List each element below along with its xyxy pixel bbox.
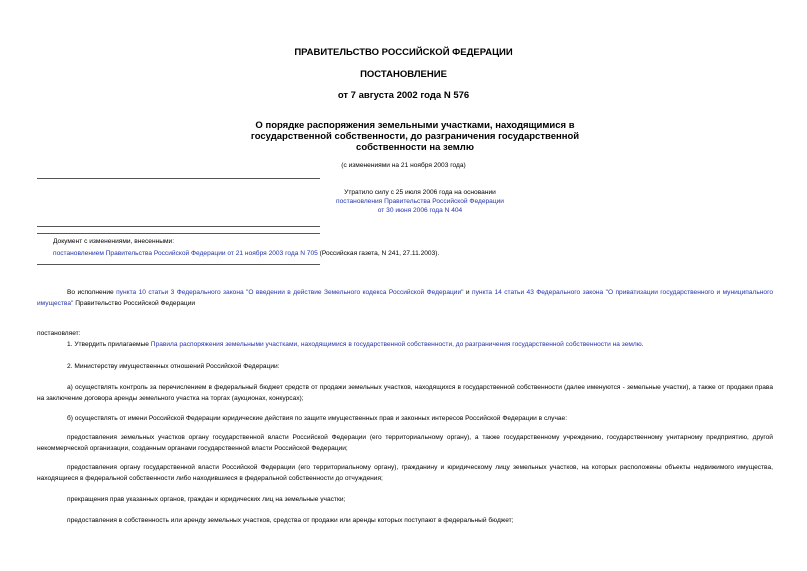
item-2a: а) осуществлять контроль за перечислением в федеральный бюджет средств от продажи земельных участков, находящихся в государственной собственности (далее именуются - земельные участки), а также от продажи права на заключение договора аренды земельного участка на торгах (аукционах, конкурсах); xyxy=(37,384,773,402)
separator-line xyxy=(37,226,320,227)
item-1 xyxy=(37,339,773,350)
separator-line xyxy=(37,264,320,265)
government-heading: ПРАВИТЕЛЬСТВО РОССИЙСКОЙ ФЕДЕРАЦИИ xyxy=(294,47,513,58)
title-line-2: государственной собственности, до разграничения государственной xyxy=(250,131,580,142)
repeal-decree-link[interactable]: постановления Правительства Российской Федерации xyxy=(336,198,504,205)
title-line-3: собственности на землю xyxy=(356,142,474,153)
decrees-word: постановляет: xyxy=(37,330,81,337)
changes-source: (Российская газета, N 241, 27.11.2003). xyxy=(317,250,440,257)
preamble-text-3: Правительство Российской Федерации xyxy=(73,300,196,307)
case-1: предоставления земельных участков органу государственной власти Российской Федерации (его территориальному органу), а также государственному учреждению, государственному унитарному предприятию, другой некоммерческой организации, созданным органами государственной власти Российской Федерации; xyxy=(37,434,773,452)
repeal-decree-link-date[interactable]: от 30 июня 2006 года N 404 xyxy=(377,207,463,214)
amending-decree-link[interactable]: постановлением Правительства Российской Федерации от 21 ноября 2003 года N 705 xyxy=(53,250,318,257)
separator-line xyxy=(37,233,320,234)
item-2: 2. Министерству имущественных отношений Российской Федерации: xyxy=(67,363,280,370)
document-type: ПОСТАНОВЛЕНИЕ xyxy=(360,69,447,80)
case-2: предоставления органу государственной власти Российской Федерации (его территориальному органу), гражданину и юридическому лицу земельных участков, на которых расположены объекты недвижимого имущества, находящиеся в федеральной собственности либо находившиеся в федеральной собственности до отчуждения; xyxy=(37,464,773,482)
title-line-1: О порядке распоряжения земельными участками, находящимися в xyxy=(255,120,575,131)
amendment-note: (с изменениями на 21 ноября 2003 года) xyxy=(341,162,466,169)
separator-line xyxy=(37,178,320,179)
status-block xyxy=(305,188,535,215)
case-4: предоставления в собственность или аренду земельных участков, средства от продажи или аренды которых поступают в федеральный бюджет; xyxy=(67,517,514,524)
document-title xyxy=(200,120,630,153)
item-2b: б) осуществлять от имени Российской Федерации юридические действия по защите имущественных прав и законных интересов Российской Федерации в случае: xyxy=(67,415,568,422)
preamble-text-2: и xyxy=(463,289,472,296)
privatization-law-link[interactable]: пункта 14 статьи 43 Федерального закона "О приватизации государственного и муниципального имущества" xyxy=(37,289,774,307)
land-code-law-link[interactable]: пункта 10 статьи 3 Федерального закона "О введении в действие Земельного кодекса Российской Федерации" xyxy=(116,289,464,296)
status-text: Утратило силу с 25 июля 2006 года на основании xyxy=(344,189,496,196)
preamble-paragraph xyxy=(37,287,773,309)
changes-block xyxy=(53,237,753,258)
changes-line xyxy=(53,249,753,258)
changes-label: Документ с изменениями, внесенными: xyxy=(53,238,175,245)
preamble-text-1: Во исполнение xyxy=(67,289,117,296)
document-date-number: от 7 августа 2002 года N 576 xyxy=(337,90,470,101)
item-1-end: . xyxy=(641,341,644,348)
case-3: прекращения прав указанных органов, граждан и юридических лиц на земельные участки; xyxy=(67,496,346,503)
item-1-text: 1. Утвердить прилагаемые xyxy=(67,341,151,348)
rules-link[interactable]: Правила распоряжения земельными участками, находящимися в государственной собственности, до разграничения государственной собственности на землю xyxy=(150,341,642,348)
